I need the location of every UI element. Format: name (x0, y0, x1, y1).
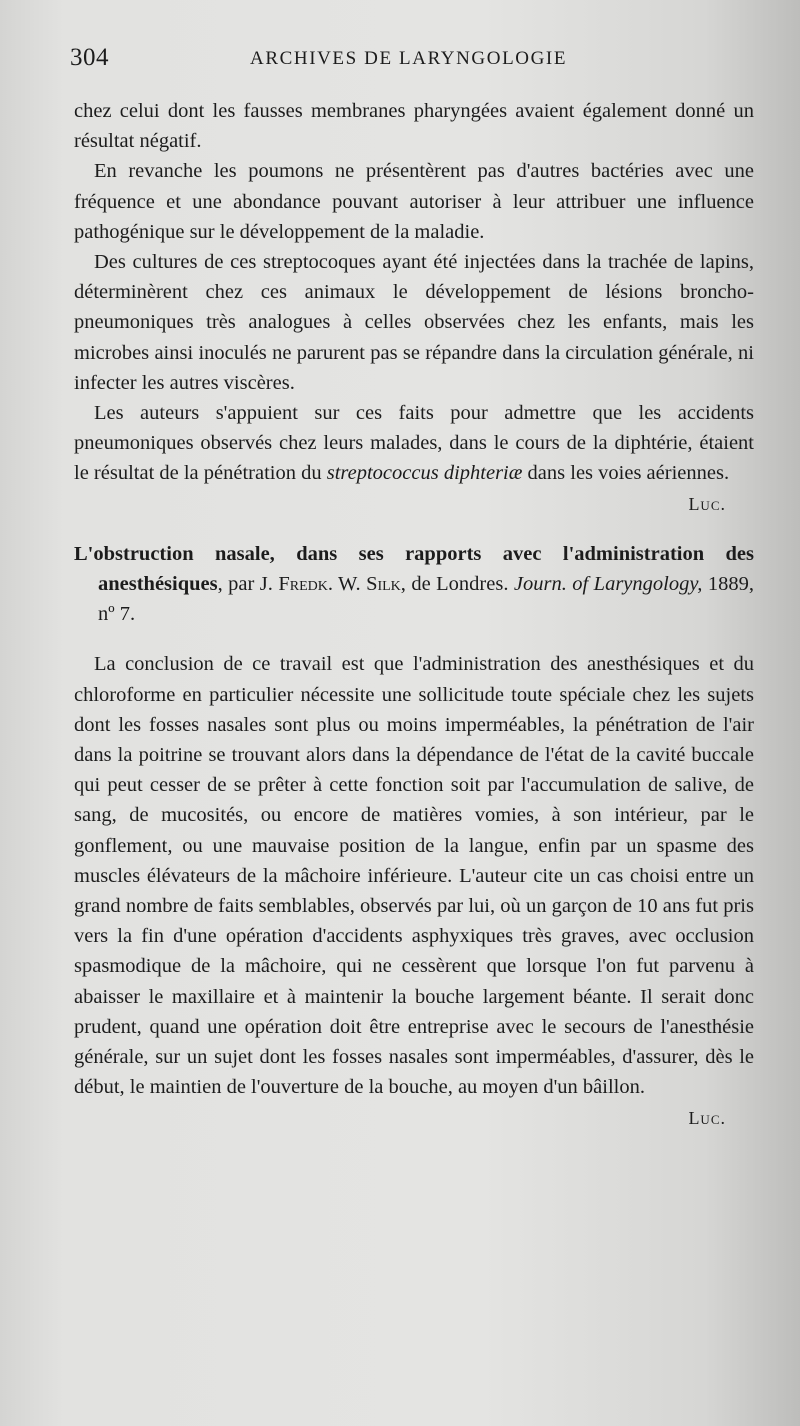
paragraph-text: dans les voies aériennes. (527, 462, 730, 485)
title-connector: , par (217, 573, 255, 596)
review-body (74, 649, 754, 1102)
paragraph: En revanche les poumons ne présentèrent pas d'autres bactéries avec une fréquence et une abondance pouvant autoriser à leur attribuer une influence pathogénique sur le développement de la maladie. (74, 160, 754, 243)
page-body (74, 96, 754, 1133)
article-author: J. Fredk. W. Silk, (259, 573, 406, 596)
paragraph (74, 398, 754, 489)
author-signature: Luc. (688, 1107, 726, 1128)
article-title: L'obstruction nasale, dans ses rapports avec l'administration des anesthésiques (74, 542, 754, 596)
paragraph: La conclusion de ce travail est que l'administration des anesthésiques et du chloroforme en particulier nécessite une sollicitude toute spéciale chez les sujets dont les fosses nasales sont plus ou moins imperméables, la pénétration de l'air dans la poitrine se trouvant alors dans la dépendance de l'état de la cavité buccale qui peut cesser de se prêter à cette fonction soit par l'accumulation de salive, de sang, de mucosités, ou encore de matières vomies, à son intérieur, par le gonflement, ou une mauvaise position de la langue, enfin par un spasme des muscles élévateurs de la mâchoire inférieure. L'auteur cite un cas choisi entre un grand nombre de faits semblables, observés par lui, où un garçon de 10 ans fut pris vers la fin d'une opération d'accidents asphyxiques très graves, avec occlusion spasmodique de la mâchoire, qui ne cessèrent que lorsque l'on fut parvenu à abaisser le maxillaire et à maintenir la bouche largement béante. Il serait donc prudent, quand une opération doit être entreprise avec le secours de l'anesthésie générale, sur un sujet dont les fosses nasales sont imperméables, d'assurer, dès le début, le maintien de l'ouverture de la bouche, au moyen d'un bâillon. (74, 653, 754, 1099)
paragraph-continuation: chez celui dont les fausses membranes pharyngées avaient également donné un résultat négatif. (74, 100, 754, 153)
journal-name: Journ. of Laryngology, (513, 573, 703, 596)
author-signature: Luc. (688, 493, 726, 514)
review-heading (74, 539, 754, 630)
journal-issue: 1889, nº 7. (98, 573, 754, 626)
page-header (70, 44, 730, 80)
running-title: ARCHIVES DE LARYNGOLOGIE (250, 48, 568, 69)
paragraph: Des cultures de ces streptocoques ayant été injectées dans la trachée de lapins, déterminèrent chez ces animaux le développement de lésions broncho-pneumoniques très analogues à celles observées chez les enfants, mais les microbes ainsi inoculés ne parurent pas se répandre dans la circulation générale, ni infecter les autres viscères. (74, 251, 754, 394)
species-name: streptococcus diphteriæ (326, 462, 523, 485)
page-number: 304 (70, 44, 109, 71)
author-place: de Londres. (411, 573, 509, 596)
paragraph-text: Les auteurs s'appuient sur ces faits pour admettre que les accidents pneumoniques observés chez leurs malades, dans le cours de la diphtérie, étaient le résultat de la pénétration du (74, 402, 754, 485)
